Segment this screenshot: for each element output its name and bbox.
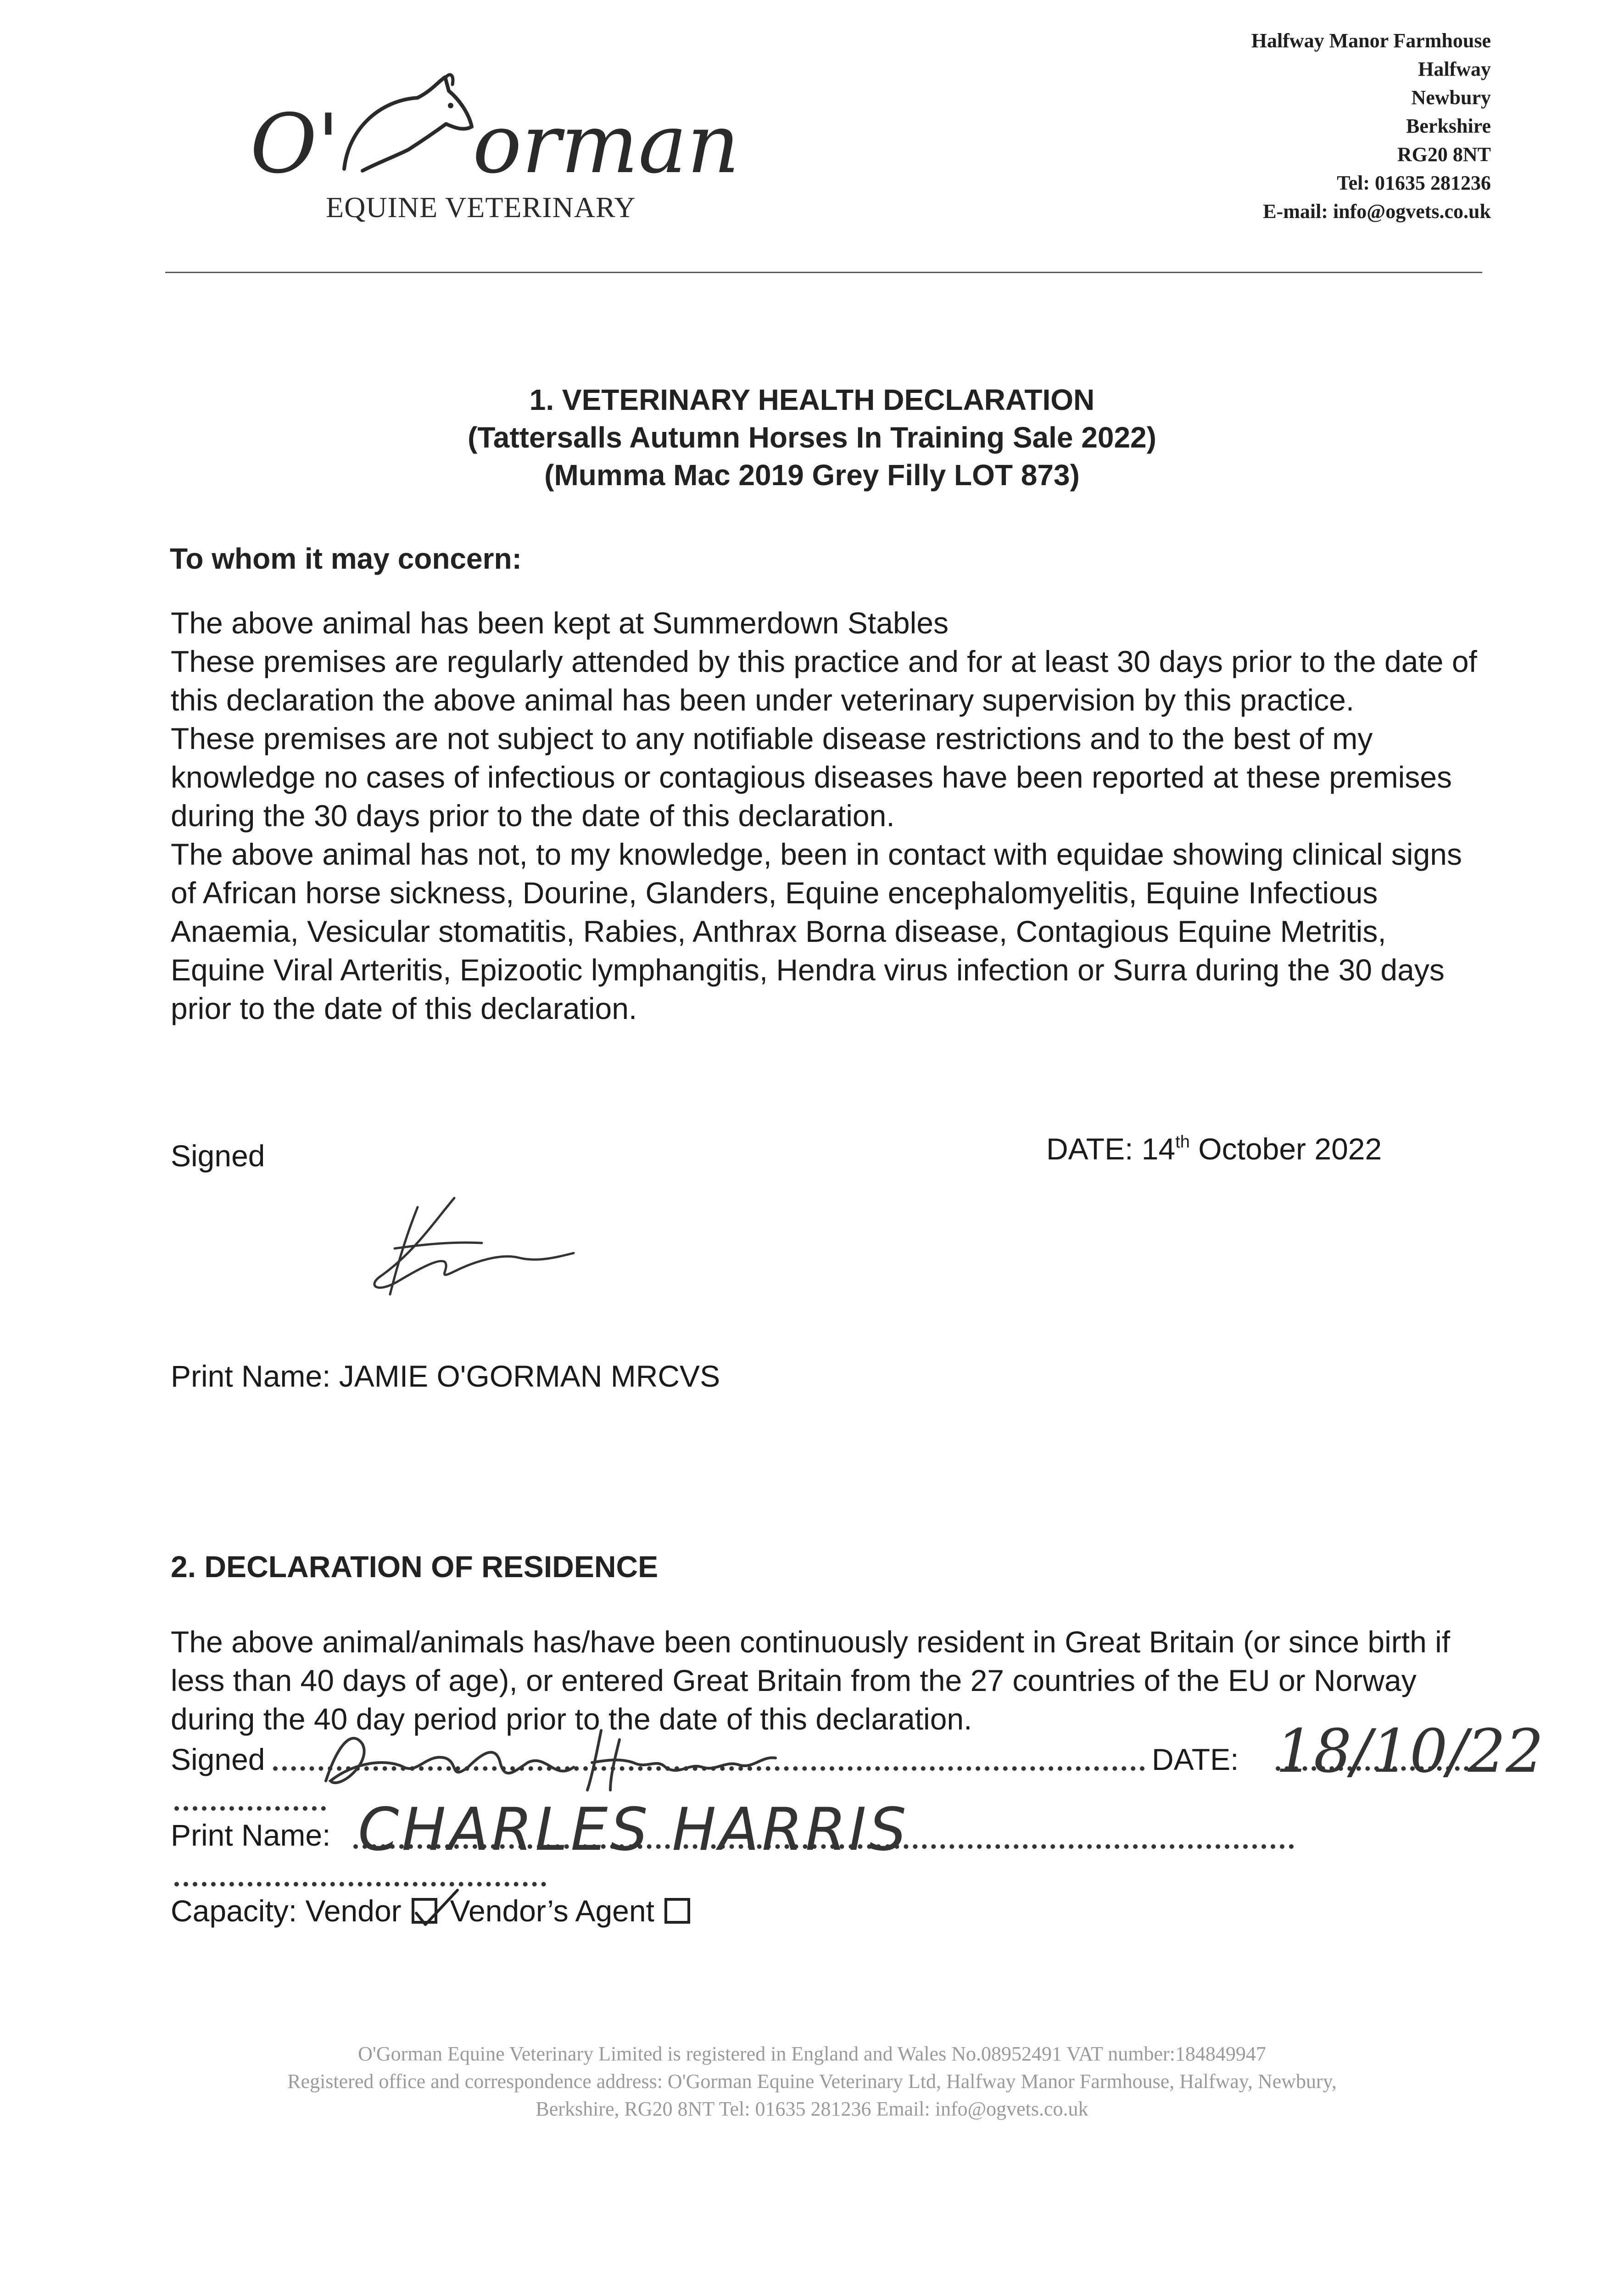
footer: [0, 2040, 1624, 2123]
date-label: DATE:: [1152, 1742, 1239, 1776]
title-line: (Tattersalls Autumn Horses In Training Sale 2022): [468, 421, 1156, 454]
vendor-option-label: Vendor: [305, 1894, 402, 1928]
header-divider: [165, 272, 1482, 273]
handwritten-date-text: 18/10/22: [1276, 1716, 1544, 1786]
print-name-line-continuation: [174, 1864, 546, 1886]
body-paragraph: The above animal has been kept at Summerdown Stables: [171, 606, 949, 640]
residence-heading: 2. DECLARATION OF RESIDENCE: [171, 1550, 659, 1584]
logo-o: O': [250, 96, 340, 191]
agent-option-label: Vendor’s Agent: [450, 1894, 654, 1928]
email: E-mail: info@ogvets.co.uk: [1263, 200, 1491, 223]
telephone: Tel: 01635 281236: [1337, 172, 1491, 194]
body-paragraph: These premises are regularly attended by this practice and for at least 30 days prior to the date of this declaration the above animal has been under veterinary supervision by this practice.: [171, 644, 1477, 717]
practice-address: [1251, 27, 1491, 226]
salutation: To whom it may concern:: [170, 542, 522, 575]
address-line: Halfway: [1418, 58, 1491, 80]
body-paragraph: The above animal has not, to my knowledge, been in contact with equidae showing clinical signs of African horse sickness, Dourine, Glanders, Equine encephalomyelitis, Equine Infectious Anaemia, Vesicular stomatitis, Rabies, Anthrax Borna disease, Contagious Equine Metritis, Equine Viral Arteritis, Epizootic lymphangitis, Hendra virus infection or Surra during the 30 days prior to the date of this declaration.: [171, 837, 1462, 1025]
agent-checkbox[interactable]: [664, 1898, 690, 1924]
vet-signature: [363, 1189, 619, 1310]
title-line: 1. VETERINARY HEALTH DECLARATION: [529, 383, 1095, 416]
declaration-title: [0, 381, 1624, 494]
date-prefix: DATE: 14: [1046, 1132, 1176, 1166]
handwritten-name: [358, 1786, 954, 1870]
checkmark-icon: [412, 1888, 462, 1929]
footer-line: Registered office and correspondence address: O'Gorman Equine Veterinary Ltd, Halfway Manor Farmhouse, Halfway, Newbury,: [287, 2070, 1337, 2093]
vendor-checkbox[interactable]: [412, 1898, 437, 1924]
date-suffix: October 2022: [1189, 1132, 1382, 1166]
capacity-row: [171, 1893, 703, 1928]
declaration-body: [171, 604, 1483, 1028]
handwritten-name-text: CHARLES HARRIS: [358, 1796, 909, 1864]
company-logo: [239, 50, 740, 225]
date-ordinal: th: [1175, 1132, 1190, 1152]
signed-label: Signed: [171, 1742, 265, 1776]
handwritten-date: [1276, 1707, 1544, 1797]
body-paragraph: These premises are not subject to any notifiable disease restrictions and to the best of my knowledge no cases of infectious or contagious diseases have been reported at these premises during the 30 days prior to the date of this declaration.: [171, 722, 1452, 833]
horse-head-icon: [340, 112, 473, 180]
footer-line: O'Gorman Equine Veterinary Limited is registered in England and Wales No.08952491 VAT number:184849947: [358, 2043, 1266, 2065]
address-line: Halfway Manor Farmhouse: [1251, 29, 1491, 52]
vet-print-name: Print Name: JAMIE O'GORMAN MRCVS: [171, 1359, 720, 1393]
logo-rest: orman: [472, 96, 740, 191]
body-paragraph: The above animal/animals has/have been continuously resident in Great Britain (or since birth if less than 40 days of age), or entered Great Britain from the 27 countries of the EU or Norway during the 40 day period prior to the date of this declaration.: [171, 1625, 1451, 1736]
logo-wordmark: [250, 96, 740, 191]
footer-line: Berkshire, RG20 8NT Tel: 01635 281236 Email: info@ogvets.co.uk: [536, 2098, 1088, 2120]
capacity-label: Capacity:: [171, 1894, 297, 1928]
signed-label: Signed: [171, 1139, 265, 1173]
address-line: RG20 8NT: [1397, 143, 1491, 166]
print-name-label: Print Name:: [171, 1818, 331, 1852]
address-line: Berkshire: [1406, 115, 1491, 137]
address-line: Newbury: [1411, 86, 1491, 109]
title-line: (Mumma Mac 2019 Grey Filly LOT 873): [544, 459, 1080, 492]
logo-subtitle: EQUINE VETERINARY: [326, 191, 636, 224]
declaration-date: [1046, 1131, 1382, 1166]
